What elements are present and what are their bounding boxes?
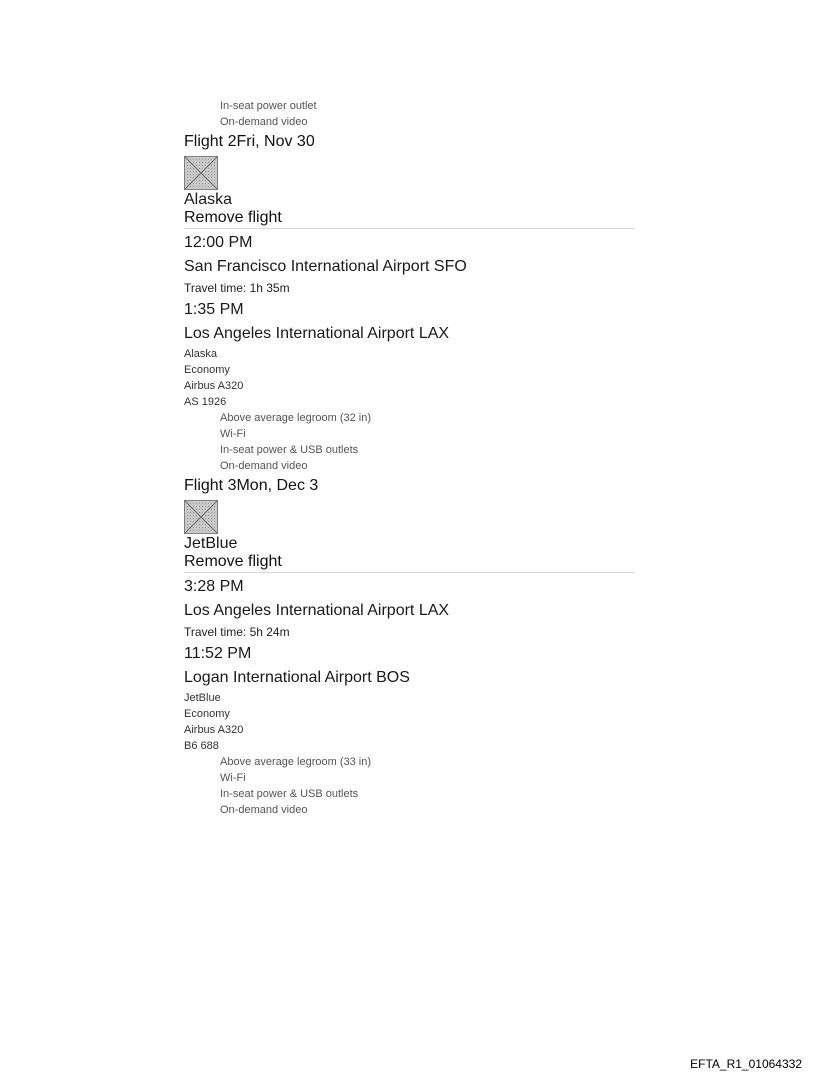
document-id-stamp: EFTA_R1_01064332: [690, 1057, 802, 1071]
departure-time: 12:00 PM: [184, 234, 253, 251]
amenity-item: Wi-Fi: [220, 428, 246, 440]
airline-name: JetBlue: [184, 535, 238, 552]
amenity-item: In-seat power outlet: [220, 100, 317, 112]
detail-airline: JetBlue: [184, 692, 221, 704]
departure-time: 3:28 PM: [184, 578, 244, 595]
travel-time: Travel time: 5h 24m: [184, 625, 290, 639]
amenity-item: Above average legroom (32 in): [220, 412, 372, 424]
arrival-time: 11:52 PM: [184, 645, 252, 662]
detail-flight-number: AS 1926: [184, 396, 227, 408]
amenity-list: [184, 410, 634, 474]
amenity-item: On-demand video: [220, 116, 308, 128]
airline-logo-placeholder-icon: [184, 500, 218, 534]
amenity-item: On-demand video: [220, 804, 308, 816]
airline-name: Alaska: [184, 191, 233, 208]
flight-details: [184, 346, 634, 410]
departure-airport: Los Angeles International Airport LAX: [184, 602, 450, 619]
amenity-item: Wi-Fi: [220, 772, 246, 784]
arrival-airport: Los Angeles International Airport LAX: [184, 325, 450, 342]
departure-airport: San Francisco International Airport SFO: [184, 258, 467, 275]
itinerary-content: [184, 98, 634, 818]
flight-details: [184, 690, 634, 754]
flight-title: Flight 3Mon, Dec 3: [184, 477, 319, 494]
detail-airline: Alaska: [184, 348, 218, 360]
amenity-item: On-demand video: [220, 460, 308, 472]
amenity-item: In-seat power & USB outlets: [220, 444, 359, 456]
arrival-time: 1:35 PM: [184, 301, 244, 318]
amenity-list: [184, 754, 634, 818]
detail-cabin-class: Economy: [184, 364, 230, 376]
arrival-airport: Logan International Airport BOS: [184, 669, 410, 686]
detail-aircraft: Airbus A320: [184, 724, 244, 736]
travel-time: Travel time: 1h 35m: [184, 281, 290, 295]
amenity-list-previous: [184, 98, 634, 130]
detail-aircraft: Airbus A320: [184, 380, 244, 392]
flight-title: Flight 2Fri, Nov 30: [184, 133, 315, 150]
remove-flight-link[interactable]: Remove flight: [184, 209, 634, 229]
detail-flight-number: B6 688: [184, 740, 219, 752]
amenity-item: Above average legroom (33 in): [220, 756, 372, 768]
airline-logo-placeholder-icon: [184, 156, 218, 190]
amenity-item: In-seat power & USB outlets: [220, 788, 359, 800]
flight-card-2: [184, 132, 634, 474]
flight-card-3: [184, 476, 634, 818]
detail-cabin-class: Economy: [184, 708, 230, 720]
remove-flight-link[interactable]: Remove flight: [184, 553, 634, 573]
